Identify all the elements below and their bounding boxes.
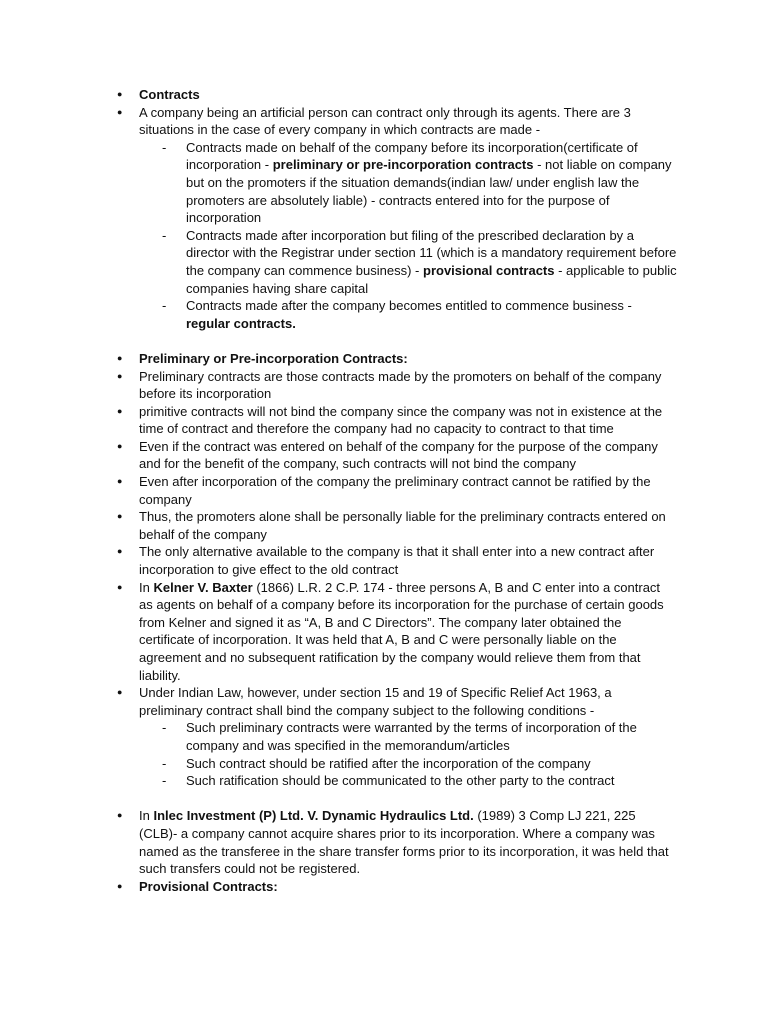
section-heading-contracts: Contracts — [139, 87, 200, 102]
sub-list-item — [186, 227, 677, 297]
document-content — [117, 86, 677, 895]
paragraph-text: In — [139, 808, 154, 824]
paragraph-text: Preliminary contracts are those contracts made by the promoters on behalf of the company before its incorporation — [139, 368, 662, 402]
paragraph-text: primitive contracts will not bind the company since the company was not in existence at the time of contract and therefore the company had no capacity to contract to that time — [139, 403, 663, 437]
list-item — [117, 104, 677, 333]
sub-item-text: Contracts made on behalf of the company before its incorporation(certificate of incorporation - — [186, 139, 638, 173]
sub-list-item — [186, 297, 677, 332]
paragraph-text: In — [139, 579, 154, 595]
sub-item-emphasis: provisional contracts — [423, 262, 555, 278]
sub-item-emphasis: regular contracts. — [186, 315, 296, 331]
sub-item-text: - applicable to public companies having share capital — [186, 262, 677, 296]
list-item — [117, 684, 677, 790]
paragraph-text: (1866) L.R. 2 C.P. 174 - three persons A, B and C enter into a contract as agents on behalf of a company before its incorporation for the purchase of certain goods from Kelner and signed it as “A, B and C Directors”. The company later obtained the certificate of incorporation. It was held that A, B and C were personally liable on the agreement and no subsequent ratification by the company would relieve them from that liability. — [139, 579, 664, 683]
paragraph-text: Thus, the promoters alone shall be personally liable for the preliminary contracts entered on behalf of the company — [139, 509, 666, 542]
contracts-intro: A company being an artificial person can contract only through its agents. There are 3 situations in the case of every company in which contracts are made - — [139, 104, 631, 138]
list-item — [117, 86, 677, 104]
sub-item-emphasis: preliminary or pre-incorporation contracts — [272, 157, 534, 173]
sub-item-text: Contracts made after the company becomes entitled to commence business - — [186, 298, 632, 314]
sub-list-item: - Such contract should be ratified after the incorporation of the company — [186, 755, 677, 773]
list-item — [117, 473, 677, 508]
list-item — [117, 368, 677, 403]
sub-list-item — [186, 139, 677, 227]
paragraph-text: The only alternative available to the company is that it shall enter into a new contract after incorporation to give effect to the old contract — [139, 544, 655, 578]
list-item — [117, 878, 677, 896]
paragraph-text: Even after incorporation of the company the preliminary contract cannot be ratified by the company — [139, 474, 651, 507]
sub-item-text: - not liable on company but on the promoters if the situation demands(indian law/ under english law the promoters are absolutely liable) - contracts entered into for the purpose of incorporation — [186, 157, 672, 226]
section-heading-provisional: Provisional Contracts: — [139, 878, 278, 894]
list-item-inlec-case — [117, 807, 677, 877]
paragraph-text: (1989) 3 Comp LJ 221, 225 (CLB)- a company cannot acquire shares prior to its incorporation. Where a company was named as the transferee in the share transfer forms prior to its incorporation, it was held that such transfers could not be registered. — [139, 808, 669, 877]
case-name: Inlec Investment (P) Ltd. V. Dynamic Hydraulics Ltd. — [153, 808, 474, 824]
list-item — [117, 508, 677, 543]
sub-list-item: - Such ratification should be communicated to the other party to the contract — [186, 772, 677, 790]
sub-item-text: Contracts made after incorporation but filing of the prescribed declaration by a director with the Registrar under section 11 (which is a mandatory requirement before the company can commence business) - — [186, 227, 677, 278]
list-item — [117, 350, 677, 368]
list-item — [117, 543, 677, 578]
paragraph-text: Even if the contract was entered on behalf of the company for the purpose of the company and for the benefit of the company, such contracts will not bind the company — [139, 438, 658, 472]
list-item — [117, 438, 677, 473]
paragraph-text: Under Indian Law, however, under section 15 and 19 of Specific Relief Act 1963, a preliminary contract shall bind the company subject to the following conditions - — [139, 685, 612, 718]
bullet-list — [117, 86, 677, 895]
sub-list — [139, 139, 677, 333]
case-name: Kelner V. Baxter — [153, 579, 253, 595]
section-heading-preliminary: Preliminary or Pre-incorporation Contracts: — [139, 350, 408, 366]
list-item-kelner-case — [117, 579, 677, 685]
sub-list — [139, 719, 677, 789]
list-item — [117, 403, 677, 438]
sub-list-item: - Such preliminary contracts were warranted by the terms of incorporation of the company and was specified in the memorandum/articles — [186, 719, 677, 754]
